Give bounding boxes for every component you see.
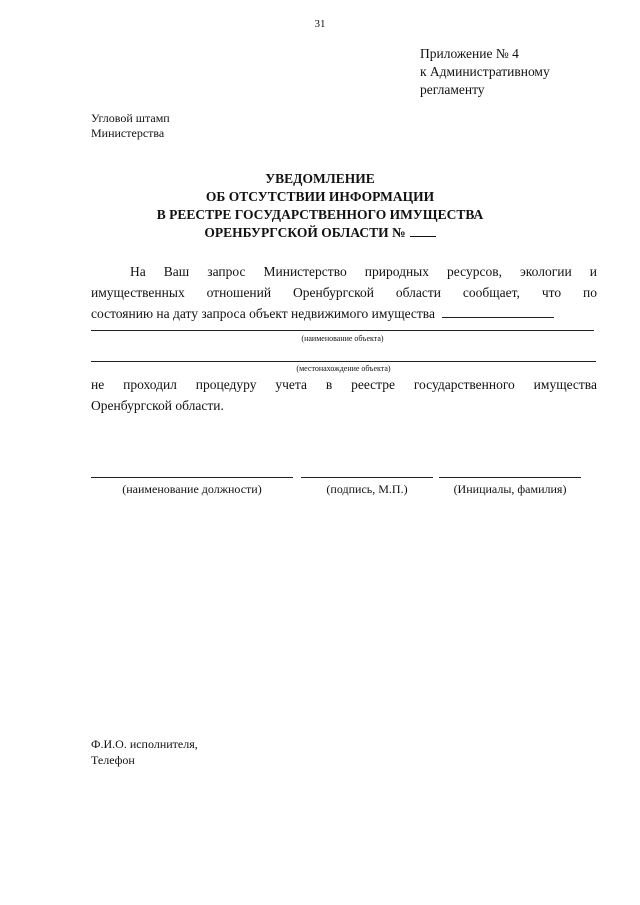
executor-name-label: Ф.И.О. исполнителя, — [91, 737, 198, 751]
body-line-5: Оренбургской области. — [91, 398, 224, 413]
position-caption: (наименование должности) — [122, 482, 262, 496]
corner-stamp — [91, 111, 170, 141]
appendix-line-1: Приложение № 4 — [420, 46, 519, 61]
document-title — [0, 170, 640, 242]
title-line-3: В РЕЕСТРЕ ГОСУДАРСТВЕННОГО ИМУЩЕСТВА — [156, 207, 484, 222]
title-line-4 — [0, 224, 640, 242]
title-line-2: ОБ ОТСУТСТВИИ ИНФОРМАЦИИ — [205, 189, 435, 204]
body-line-3 — [91, 306, 554, 322]
object-location-caption: (местонахождение объекта) — [296, 364, 391, 373]
executor-phone-label: Телефон — [91, 753, 135, 767]
appendix-line-3: регламенту — [420, 82, 485, 97]
executor-block — [91, 736, 198, 768]
position-line — [91, 477, 293, 478]
body-line-2: имущественных отношений Оренбургской области сообщает, что по — [91, 285, 597, 300]
appendix-line-2: к Административному — [420, 64, 550, 79]
title-line-1: УВЕДОМЛЕНИЕ — [265, 171, 375, 186]
appendix-note — [420, 45, 550, 99]
object-name-blank — [442, 306, 554, 318]
number-blank — [410, 236, 436, 237]
body-line-4: не проходил процедуру учета в реестре государственного имущества — [91, 377, 597, 392]
initials-caption: (Инициалы, фамилия) — [453, 482, 567, 496]
body-line-1: На Ваш запрос Министерство природных ресурсов, экологии и — [130, 264, 597, 279]
title-line-4-text: ОРЕНБУРГСКОЙ ОБЛАСТИ № — [204, 225, 406, 240]
signature-line — [301, 477, 433, 478]
stamp-line-1: Угловой штамп — [91, 111, 170, 125]
object-name-line — [91, 330, 594, 331]
body-line-3-text: состоянию на дату запроса объект недвижимого имущества — [91, 306, 435, 321]
stamp-line-2: Министерства — [91, 126, 165, 140]
page-number: 31 — [314, 18, 326, 30]
object-location-line — [91, 361, 596, 362]
initials-line — [439, 477, 581, 478]
object-name-caption: (наименование объекта) — [301, 334, 384, 343]
signature-caption: (подпись, М.П.) — [326, 482, 408, 496]
